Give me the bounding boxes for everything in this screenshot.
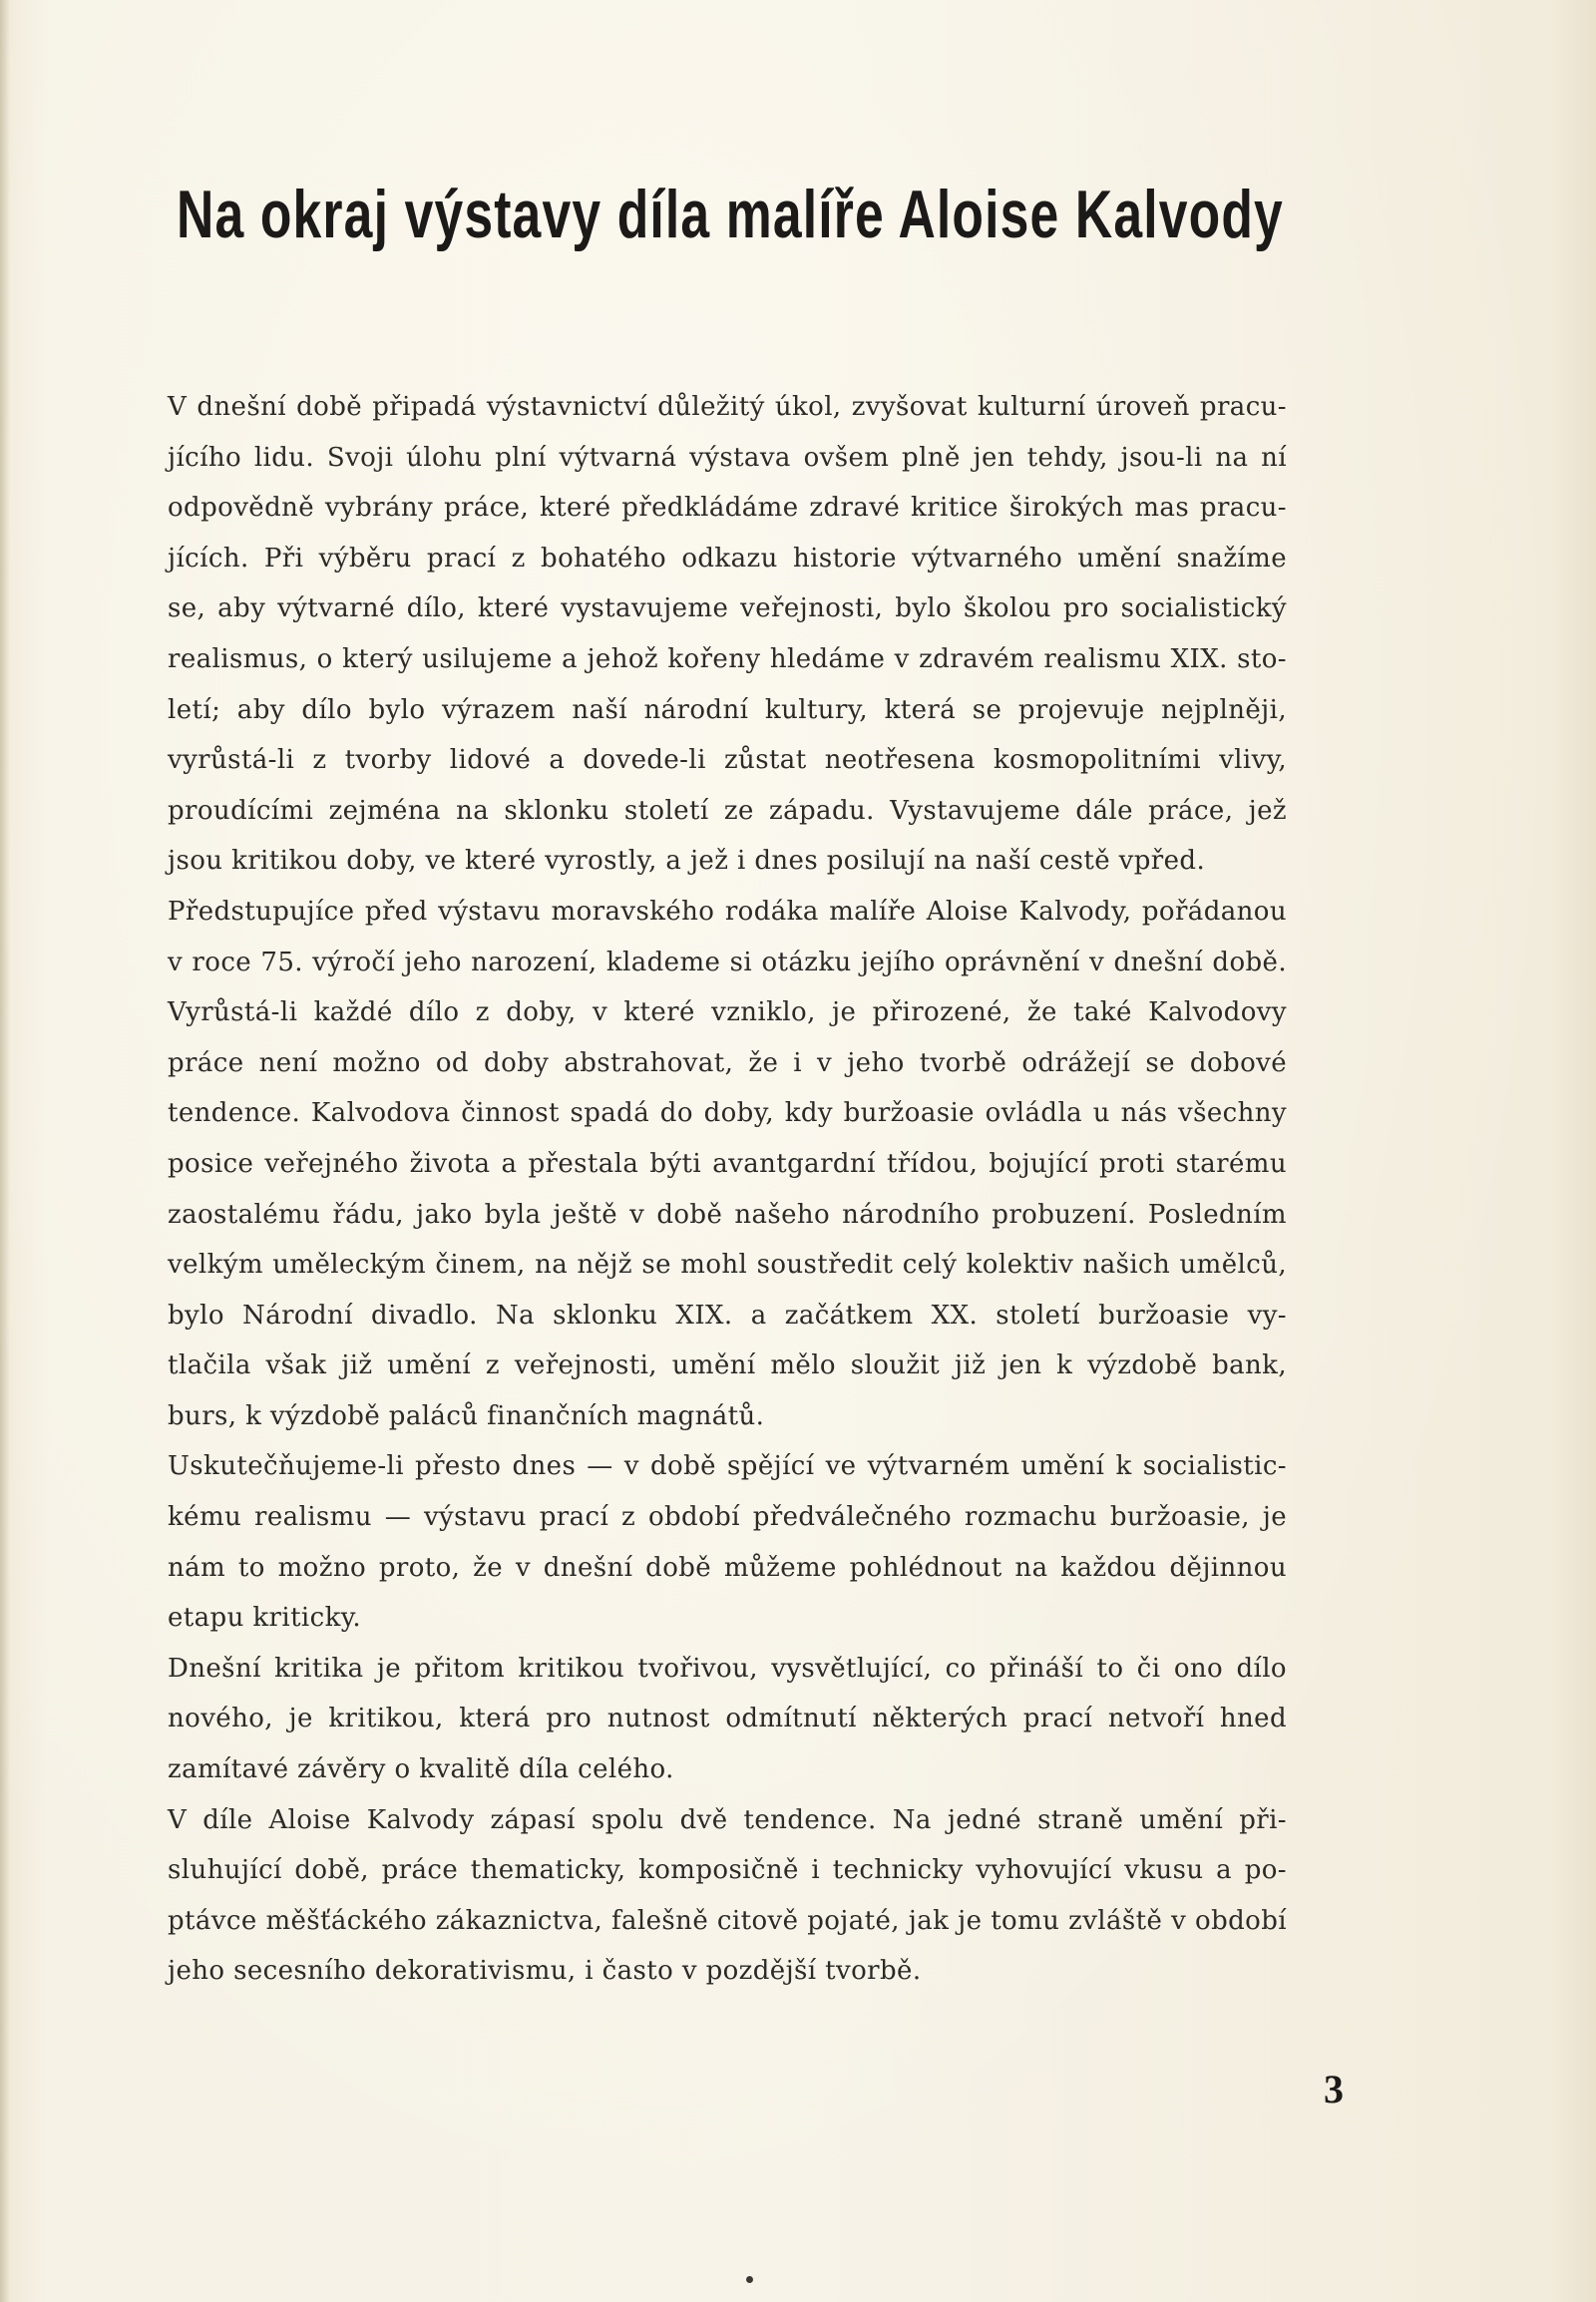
text-line: sluhující době, práce thematicky, komposičně i technicky vyhovující vkusu a po- <box>168 1855 1287 1886</box>
text-line: proudícími zejména na sklonku století ze západu. Vystavujeme dále práce, jež <box>168 795 1287 826</box>
text-line: jeho secesního dekorativismu, i často v pozdější tvorbě. <box>168 1956 922 1987</box>
article-title: Na okraj výstavy díla malíře Aloise Kalvody <box>177 177 1284 252</box>
text-line: tlačila však již umění z veřejnosti, umění mělo sloužit již jen k výzdobě bank, <box>168 1350 1287 1381</box>
text-line: vyrůstá-li z tvorby lidové a dovede-li zůstat neotřesena kosmopolitními vlivy, <box>168 745 1287 776</box>
text-line: Dnešní kritika je přitom kritikou tvořivou, vysvětlující, co přináší to či ono dílo <box>168 1653 1287 1684</box>
page-edge-shadow <box>0 0 10 2302</box>
text-line: ptávce měšťáckého zákaznictva, falešně citově pojaté, jak je tomu zvláště v období <box>168 1905 1287 1936</box>
text-line: V dnešní době připadá výstavnictví důležitý úkol, zvyšovat kulturní úroveň pracu- <box>168 392 1287 422</box>
text-line: nového, je kritikou, která pro nutnost odmítnutí některých prací netvoří hned <box>168 1704 1287 1734</box>
text-line: zamítavé závěry o kvalitě díla celého. <box>168 1754 674 1785</box>
text-line: Předstupujíce před výstavu moravského rodáka malíře Aloise Kalvody, pořádanou <box>168 896 1287 927</box>
text-line: jících. Při výběru prací z bohatého odkazu historie výtvarného umění snažíme <box>168 543 1287 574</box>
text-line: Uskutečňujeme-li přesto dnes — v době spějící ve výtvarném umění k socialistic- <box>168 1451 1287 1482</box>
text-line: v roce 75. výročí jeho narození, klademe si otázku jejího oprávnění v dnešní době. <box>168 947 1287 977</box>
text-line: V díle Aloise Kalvody zápasí spolu dvě tendence. Na jedné straně umění při- <box>168 1804 1287 1835</box>
text-line: odpovědně vybrány práce, které předkládáme zdravé kritice širokých mas pracu- <box>168 493 1287 524</box>
text-line: velkým uměleckým činem, na nějž se mohl soustředit celý kolektiv našich umělců, <box>168 1250 1287 1281</box>
binding-hole-mark <box>746 2276 753 2283</box>
text-line: nám to možno proto, že v dnešní době můžeme pohlédnout na každou dějinnou <box>168 1552 1287 1583</box>
text-line: jícího lidu. Svoji úlohu plní výtvarná výstava ovšem plně jen tehdy, jsou-li na ní <box>168 442 1287 473</box>
text-line: kému realismu — výstavu prací z období předválečného rozmachu buržoasie, je <box>168 1502 1287 1533</box>
text-line: zaostalému řádu, jako byla ještě v době našeho národního probuzení. Posledním <box>168 1199 1287 1230</box>
text-line: posice veřejného života a přestala býti avantgardní třídou, bojující proti starému <box>168 1148 1287 1179</box>
page-number: 3 <box>1324 2067 1344 2111</box>
text-line: bylo Národní divadlo. Na sklonku XIX. a začátkem XX. století buržoasie vy- <box>168 1300 1287 1331</box>
text-line: etapu kriticky. <box>168 1603 362 1634</box>
text-line: Vyrůstá-li každé dílo z doby, v které vzniklo, je přirozené, že také Kalvodovy <box>168 997 1287 1028</box>
text-line: tendence. Kalvodova činnost spadá do doby, kdy buržoasie ovládla u nás všechny <box>168 1098 1287 1129</box>
text-line: se, aby výtvarné dílo, které vystavujeme veřejnosti, bylo školou pro socialistický <box>168 593 1287 624</box>
article-body <box>168 382 1287 1997</box>
text-line: jsou kritikou doby, ve které vyrostly, a jež i dnes posilují na naší cestě vpřed. <box>168 846 1206 877</box>
text-line: letí; aby dílo bylo výrazem naší národní kultury, která se projevuje nejplněji, <box>168 694 1287 725</box>
text-line: realismus, o který usilujeme a jehož kořeny hledáme v zdravém realismu XIX. sto- <box>168 643 1287 674</box>
text-line: práce není možno od doby abstrahovat, že i v jeho tvorbě odrážejí se dobové <box>168 1047 1287 1078</box>
text-line: burs, k výzdobě paláců finančních magnátů. <box>168 1400 765 1431</box>
